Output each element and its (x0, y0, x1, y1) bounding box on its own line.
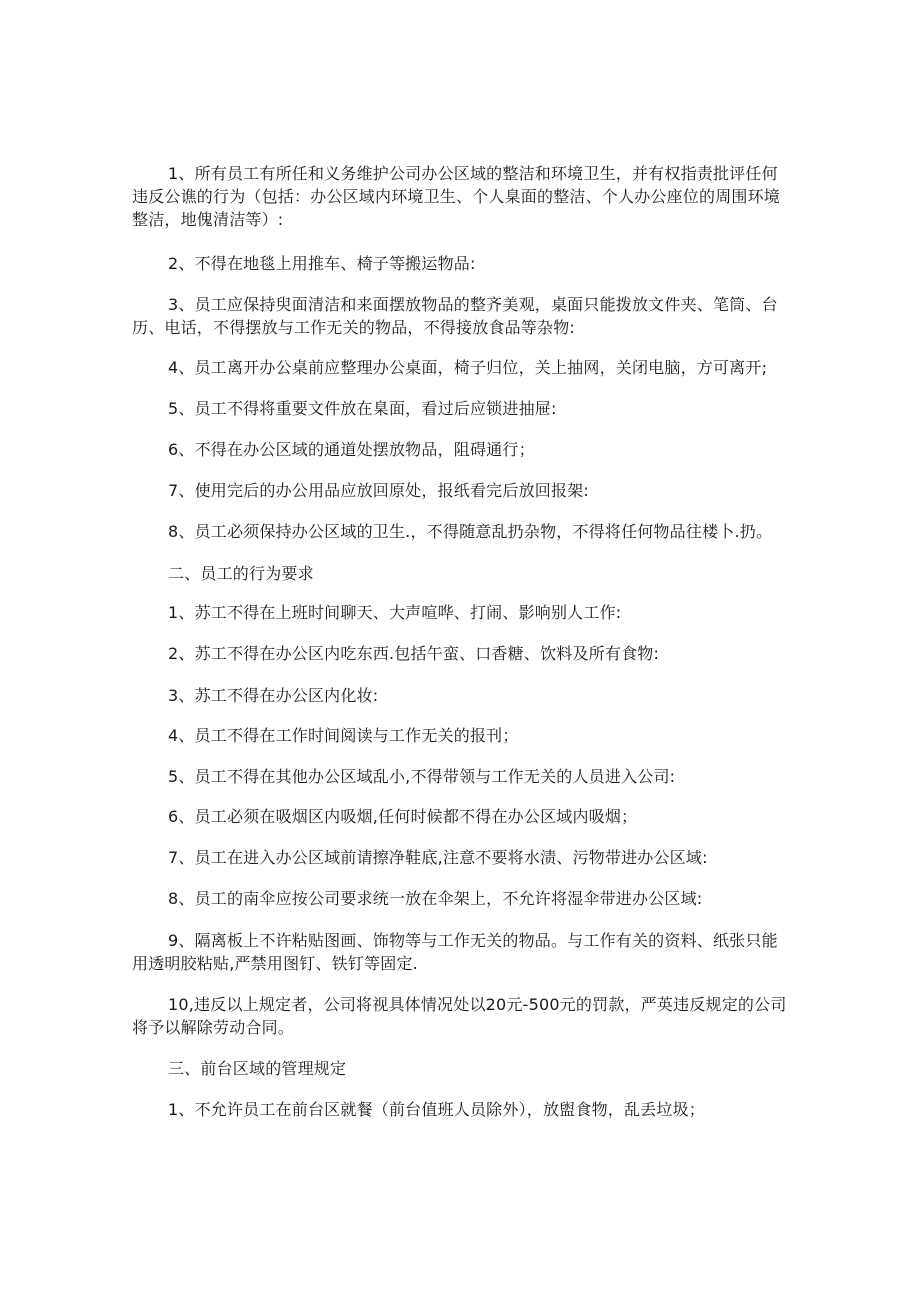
paragraph-19: 1、不允许员工在前台区就餐（前台值班人员除外），放盥食物，乱丢垃圾； (168, 1100, 705, 1119)
paragraph-6: 6、不得在办公区域的通道处摆放物品，阻碍通行； (168, 440, 535, 459)
paragraph-9: 1、苏工不得在上班时间聊天、大声喧哗、打闹、影响别人工作: (168, 603, 622, 622)
paragraph-2: 2、不得在地毯上用推车、椅子等搬运物品: (168, 254, 476, 273)
paragraph-4: 4、员工离开办公桌前应整理办公桌面，椅子归位，关上抽网，关闭电脑，方可离开; (168, 358, 768, 377)
paragraph-7: 7、使用完后的办公用品应放回原处，报纸看完后放回报架: (168, 481, 589, 500)
paragraph-13: 5、员工不得在其他办公区域乱小,不得带领与工作无关的人员进入公司: (168, 767, 676, 786)
paragraph-15: 7、员工在进入办公区域前请擦净鞋底,注意不要将水渍、污物带进办公区域: (168, 848, 708, 867)
paragraph-3: 3、员工应保持臾面清洁和来面摆放物品的整齐美观，桌面只能拨放文件夹、笔筒、台历、电话，不得摆放与工作无关的物品，不得接放食品等杂物: (132, 295, 778, 337)
section-heading-2: 二、员工的行为要求 (168, 564, 314, 583)
section-heading-3: 三、前台区域的管理规定 (168, 1059, 347, 1078)
paragraph-1: 1、所有员工有所任和义务维护公司办公区域的整洁和环境卫生，并有权指责批评任何违反公谯的行为（包括：办公区域内环境卫生、个人臬面的整洁、个人办公座位的周围环境整洁，地傀清洁等）: (132, 164, 781, 229)
paragraph-11: 3、苏工不得在办公区内化妆: (168, 686, 379, 705)
paragraph-5: 5、员工不得将重要文件放在臬面，看过后应锁进抽屉: (168, 399, 557, 418)
paragraph-8: 8、员工必须保持办公区域的卫生.，不得随意乱扔杂物，不得将任何物品往楼卜.扔。 (168, 522, 773, 541)
paragraph-12: 4、员工不得在工作时间阅读与工作无关的报刊； (168, 726, 519, 745)
paragraph-17: 9、隔离板上不许粘贴图画、饰物等与工作无关的物品。与工作有关的资料、纸张只能用透明胶粘贴,严禁用图钉、铁钉等固定. (132, 931, 778, 973)
paragraph-16: 8、员工的南伞应按公司要求统一放在伞架上，不允许将湿伞带进办公区域: (168, 889, 703, 908)
paragraph-10: 2、苏工不得在办公区内吃东西.包括午蛮、口香糖、饮料及所有食物: (168, 644, 660, 663)
paragraph-18: 10,违反以上规定者，公司将视具体情况处以20元-500元的罚款，严英违反规定的公司将予以解除劳动合同。 (132, 995, 787, 1037)
paragraph-14: 6、员工必须在吸烟区内吸烟,任何时候都不得在办公区域内吸烟； (168, 807, 638, 826)
